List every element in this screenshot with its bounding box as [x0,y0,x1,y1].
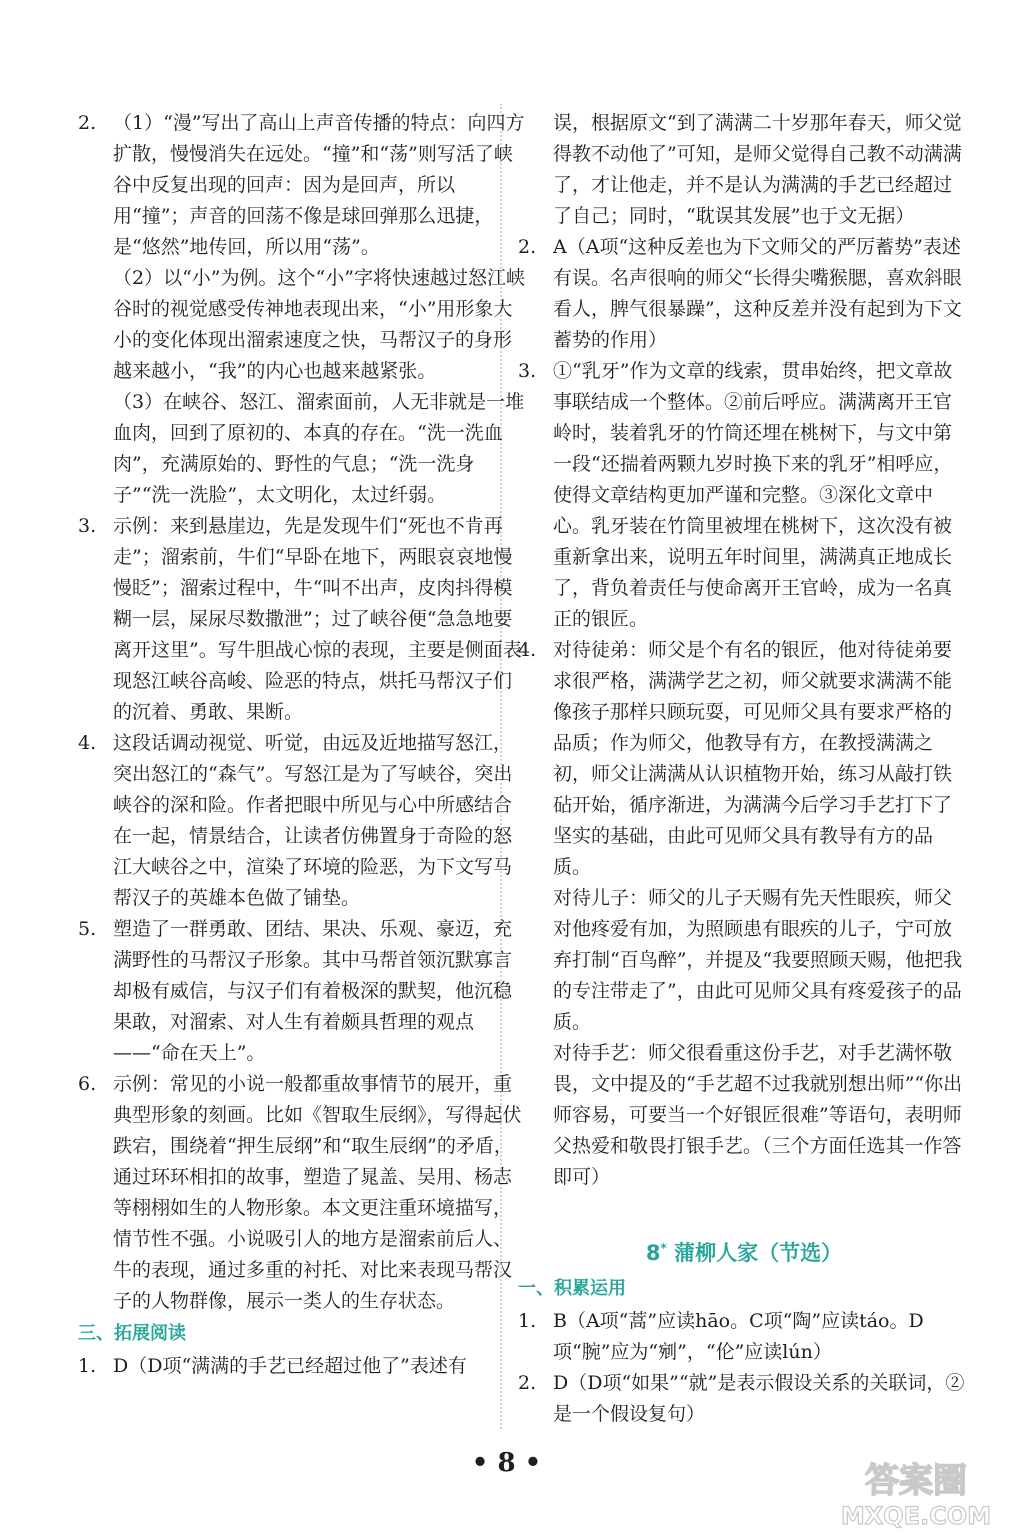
section-heading: 一、积累运用 [518,1278,626,1299]
answer-text: D（D项“满满的手艺已经超过他了”表述有 [113,1355,467,1377]
item-number: 2. [78,112,97,134]
answer-item [78,728,530,914]
answer-text: D（D项“如果”“就”是表示假设关系的关联词，②是一个假设复句） [553,1372,965,1425]
page-number: • 8 • [471,1448,542,1478]
lesson-name: 蒲柳人家（节选） [674,1241,843,1265]
answer-text: 这段话调动视觉、听觉，由远及近地描写怒江，突出怒江的“森气”。写怒江是为了写峡谷，突出峡谷的深和险。作者把眼中所见与心中所感结合在一起，情景结合，让读者仿佛置身于奇险的怒江大峡谷之中，渲染了环境的险恶，为下文写马帮汉子的英雄本色做了铺垫。 [113,732,513,909]
answer-item [518,635,970,1193]
item-number: 5. [78,918,97,940]
watermark-url: MXQE.COM [840,1502,992,1530]
answer-text: B（A项“蒿”应读hāo。C项“陶”应读táo。D项“腕”应为“剜”，“伦”应读lún） [553,1310,924,1363]
item-number: 3. [518,360,537,382]
lesson-title [518,1231,970,1270]
answer-item [518,1306,970,1368]
left-column [78,108,530,1382]
answer-item [518,356,970,635]
answer-text: 示例：来到悬崖边，先是发现牛们“死也不肯再走”；溜索前，牛们“早卧在地下，两眼哀哀地慢慢眨”；溜索过程中，牛“叫不出声，皮肉抖得模糊一层，屎尿尽数撒泄”；过了峡谷便“急急地要离开这里”。写牛胆战心惊的表现，主要是侧面表现怒江峡谷高峻、险恶的特点，烘托马帮汉子们的沉着、勇敢、果断。 [113,515,522,723]
answer-item [78,1069,530,1317]
answer-item [78,1351,530,1382]
item-number: 4. [78,732,97,754]
answer-text: 对待儿子：师父的儿子天赐有先天性眼疾，师父对他疼爱有加，为照顾患有眼疾的儿子，宁可放弃打制“百鸟醉”，并提及“我要照顾天赐，他把我的专注带走了”，由此可见师父具有疼爱孩子的品质。 [553,887,963,1033]
answer-text: ①“乳牙”作为文章的线索，贯串始终，把文章故事联结成一个整体。②前后呼应。满满离开王官岭时，装着乳牙的竹筒还埋在桃树下，与文中第一段“还揣着两颗九岁时换下来的乳牙”相呼应，使得文章结构更加严谨和完整。③深化文章中心。乳牙装在竹筒里被埋在桃树下，这次没有被重新拿出来，说明五年时间里，满满真正地成长了，背负着责任与使命离开王官岭，成为一名真正的银匠。 [553,360,953,630]
item-number: 2. [518,236,537,258]
continued-text: 误，根据原文“到了满满二十岁那年春天，师父觉得教不动他了”可知，是师父觉得自己教不动满满了，才让他走，并不是认为满满的手艺已经超过了自己；同时，“耽误其发展”也于文无据） [553,112,962,227]
item-number: 2. [518,1372,537,1394]
answer-item [518,1368,970,1430]
lesson-number: 8 [645,1241,661,1265]
answer-item [518,232,970,356]
answer-item [78,511,530,728]
item-number: 1. [78,1355,97,1377]
item-number: 1. [518,1310,537,1332]
watermark-logo [836,1452,996,1530]
answer-text: 对待徒弟：师父是个有名的银匠，他对待徒弟要求很严格，满满学艺之初，师父就要求满满不能像孩子那样只顾玩耍，可见师父具有要求严格的品质；作为师父，他教导有方，在教授满满之初，师父让满满从认识植物开始，练习从敲打铁砧开始，循序渐进，为满满今后学习手艺打下了坚实的基础，由此可见师父具有教导有方的品质。 [553,639,953,878]
answer-text: （3）在峡谷、怒江、溜索面前，人无非就是一堆血肉，回到了原初的、本真的存在。“洗一洗血肉”，充满原始的、野性的气息；“洗一洗身子”“洗一洗脸”，太文明化，太过纤弱。 [113,391,525,506]
answer-text: 示例：常见的小说一般都重故事情节的展开，重典型形象的刻画。比如《智取生辰纲》，写得起伏跌宕，围绕着“押生辰纲”和“取生辰纲”的矛盾，通过环环相扣的故事，塑造了晁盖、吴用、杨志等栩栩如生的人物形象。本文更注重环境描写，情节性不强。小说吸引人的地方是溜索前后人、牛的表现，通过多重的衬托、对比来表现马帮汉子的人物群像，展示一类人的生存状态。 [113,1073,522,1312]
answer-text: A（A项“这种反差也为下文师父的严厉蓄势”表述有误。名声很响的师父“长得尖嘴猴腮，喜欢斜眼看人，脾气很暴躁”，这种反差并没有起到为下文蓄势的作用） [553,236,962,351]
item-number: 4. [518,639,537,661]
item-number: 3. [78,515,97,537]
answer-text: （2）以“小”为例。这个“小”字将快速越过怒江峡谷时的视觉感受传神地表现出来，“小”用形象大小的变化体现出溜索速度之快，马帮汉子的身形越来越小，“我”的内心也越来越紧张。 [113,267,525,382]
answer-item [78,914,530,1069]
answer-text: 对待手艺：师父很看重这份手艺，对手艺满怀敬畏，文中提及的“手艺超不过我就别想出师”“你出师容易，可要当一个好银匠很难”等语句，表明师父热爱和敬畏打银手艺。（三个方面任选其一作答即可） [553,1042,963,1188]
answer-text: 塑造了一群勇敢、团结、果决、乐观、豪迈，充满野性的马帮汉子形象。其中马帮首领沉默寡言却极有威信，与汉子们有着极深的默契，他沉稳果敢，对溜索、对人生有着颇具哲理的观点——“命在天上”。 [113,918,513,1064]
answer-item [78,108,530,511]
lesson-mark: * [660,1241,667,1255]
item-number: 6. [78,1073,97,1095]
section-heading: 三、拓展阅读 [78,1323,186,1344]
answer-text: （1）“漫”写出了高山上声音传播的特点：向四方扩散，慢慢消失在远处。“撞”和“荡”则写活了峡谷中反复出现的回声：因为是回声，所以用“撞”；声音的回荡不像是球回弹那么迅捷，是“悠然”地传回，所以用“荡”。 [113,112,525,258]
watermark-text: 答案圈 [865,1461,967,1501]
right-column [518,108,970,1430]
